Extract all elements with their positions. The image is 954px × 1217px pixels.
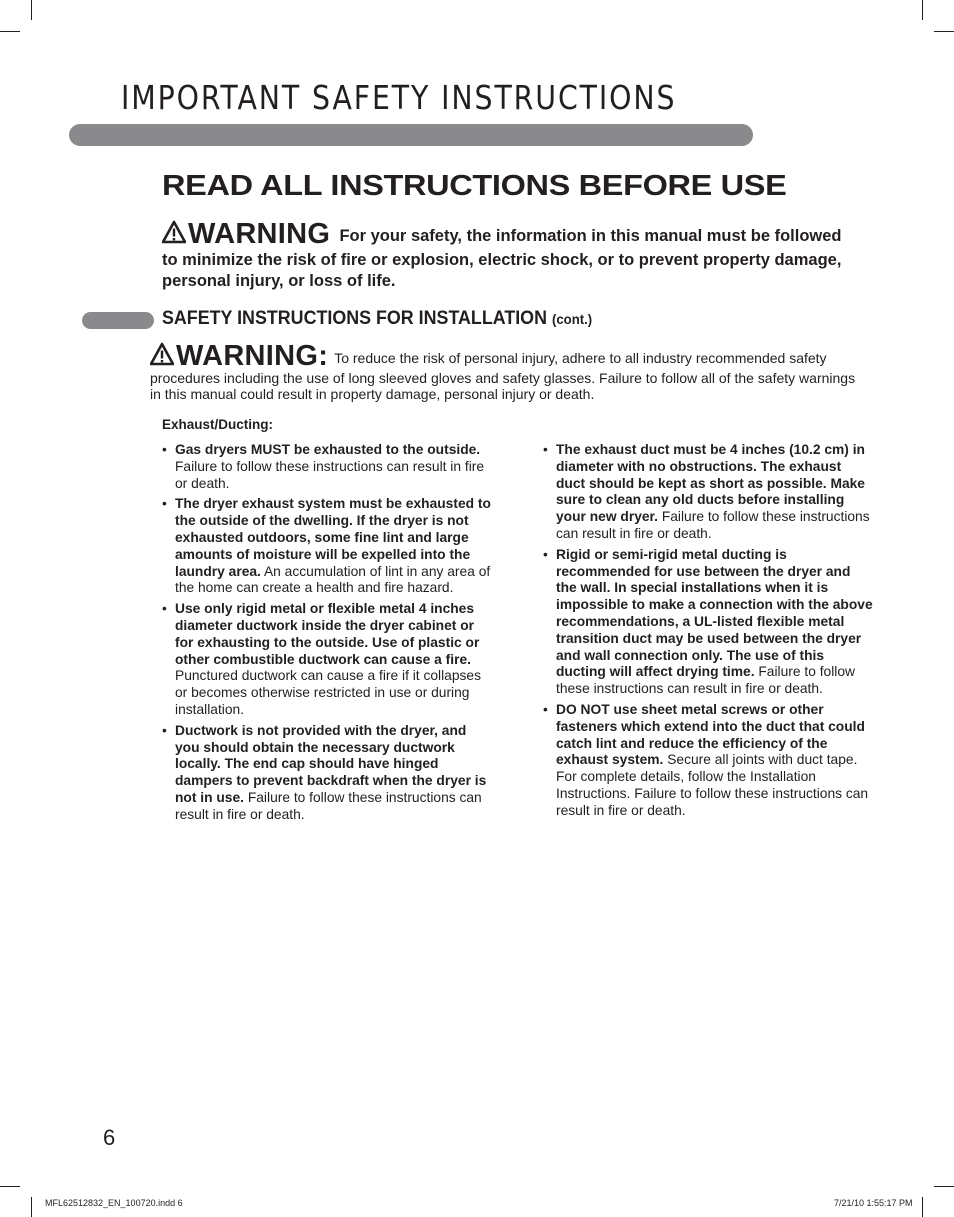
- crop-mark: [0, 1186, 20, 1187]
- bullet-bold: The exhaust duct must be 4 inches (10.2 cm) in diameter with no obstructions. The exhaust duct should be kept as short as possible. Make sure to clean any old ducts before installing your new dryer.: [556, 442, 865, 525]
- bullet: •: [162, 722, 167, 738]
- crop-mark: [934, 31, 954, 32]
- footer-timestamp: 7/21/10 1:55:17 PM: [834, 1198, 913, 1208]
- section-pill: [82, 312, 154, 329]
- warning-triangle-icon: [150, 342, 174, 370]
- bullet-text: Failure to follow these instructions can result in fire or death.: [556, 664, 855, 697]
- bullet-bold: Gas dryers MUST be exhausted to the outside.: [175, 442, 481, 457]
- bullet-text: An accumulation of lint in any area of the home can create a health and fire hazard.: [175, 563, 491, 596]
- bullet: •: [162, 601, 167, 617]
- title-bar: [69, 124, 753, 146]
- warning-notice: [162, 220, 842, 292]
- bullet: •: [543, 546, 548, 562]
- bullet-text: Secure all joints with duct tape. For complete details, follow the Installation Instructions. Failure to follow these instructions can result in fire or death.: [556, 752, 869, 818]
- subheading: Exhaust/Ducting:: [162, 417, 274, 432]
- crop-mark: [922, 1197, 923, 1217]
- section-heading-text: SAFETY INSTRUCTIONS FOR INSTALLATION: [162, 308, 547, 329]
- main-heading: READ ALL INSTRUCTIONS BEFORE USE: [162, 170, 787, 202]
- section-warning: [150, 342, 860, 403]
- crop-mark: [0, 31, 20, 32]
- bullet: •: [543, 442, 548, 457]
- list-item: [543, 702, 873, 820]
- bullet-text: Failure to follow these instructions can result in fire or death.: [175, 789, 482, 822]
- footer-file: MFL62512832_EN_100720.indd 6: [45, 1198, 183, 1208]
- list-item: [162, 601, 492, 719]
- section-warning-text: To reduce the risk of personal injury, adhere to all industry recommended safety procedures including the use of long sleeved gloves and safety glasses. Failure to follow all of the safety warnings in this manual could result in property damage, personal injury or death.: [150, 350, 856, 402]
- bullet-bold: Rigid or semi-rigid metal ducting is recommended for use between the dryer and the wall. In special installations when it is impossible to make a connection with the above recommendations, a UL-listed flexible metal transition duct may be used between the dryer and wall connection only. The use of this ducting will affect drying time.: [556, 546, 873, 680]
- list-item: [162, 496, 492, 597]
- bullet: •: [162, 496, 167, 512]
- crop-mark: [934, 1186, 954, 1187]
- crop-mark: [31, 0, 32, 20]
- list-item: [162, 442, 492, 492]
- bullet-text: Punctured ductwork can cause a fire if it collapses or becomes otherwise restricted in use or during installation.: [175, 668, 481, 717]
- warning-label: WARNING: [188, 218, 331, 250]
- bullet: •: [162, 442, 167, 457]
- bullet-text: Failure to follow these instructions can result in fire or death.: [556, 509, 870, 541]
- bullet: •: [543, 701, 548, 717]
- crop-mark: [922, 0, 923, 20]
- list-item: [543, 442, 873, 543]
- section-heading-cont: (cont.): [551, 311, 593, 327]
- bullet-bold: Use only rigid metal or flexible metal 4 inches diameter ductwork inside the dryer cabinet or for exhausting to the outside. Use of plastic or other combustible ductwork can cause a fire.: [175, 601, 480, 667]
- page-number: 6: [103, 1125, 116, 1150]
- bullet-bold: DO NOT use sheet metal screws or other fasteners which extend into the duct that could catch lint and reduce the efficiency of the exhaust system.: [556, 701, 865, 768]
- crop-mark: [31, 1197, 32, 1217]
- right-column: [543, 442, 873, 824]
- list-item: [162, 723, 492, 824]
- left-column: [162, 442, 492, 828]
- list-item: [543, 547, 873, 698]
- bullet-bold: The dryer exhaust system must be exhausted to the outside of the dwelling. If the dryer is not exhausted outdoors, some fine lint and large amounts of moisture will be expelled into the laundry area.: [175, 496, 491, 579]
- section-heading: [162, 308, 592, 330]
- warning-text: For your safety, the information in this manual must be followed to minimize the risk of fire or explosion, electric shock, or to prevent property damage, personal injury, or loss of life.: [162, 227, 842, 290]
- bullet-text: Failure to follow these instructions can result in fire or death.: [175, 458, 485, 491]
- page-title: IMPORTANT SAFETY INSTRUCTIONS: [121, 78, 677, 117]
- warning-triangle-icon: [162, 220, 186, 250]
- section-warning-label: WARNING:: [176, 340, 329, 372]
- bullet-bold: Ductwork is not provided with the dryer, and you should obtain the necessary ductwork locally. The end cap should have hinged dampers to prevent backdraft when the dryer is not in use.: [175, 722, 487, 805]
